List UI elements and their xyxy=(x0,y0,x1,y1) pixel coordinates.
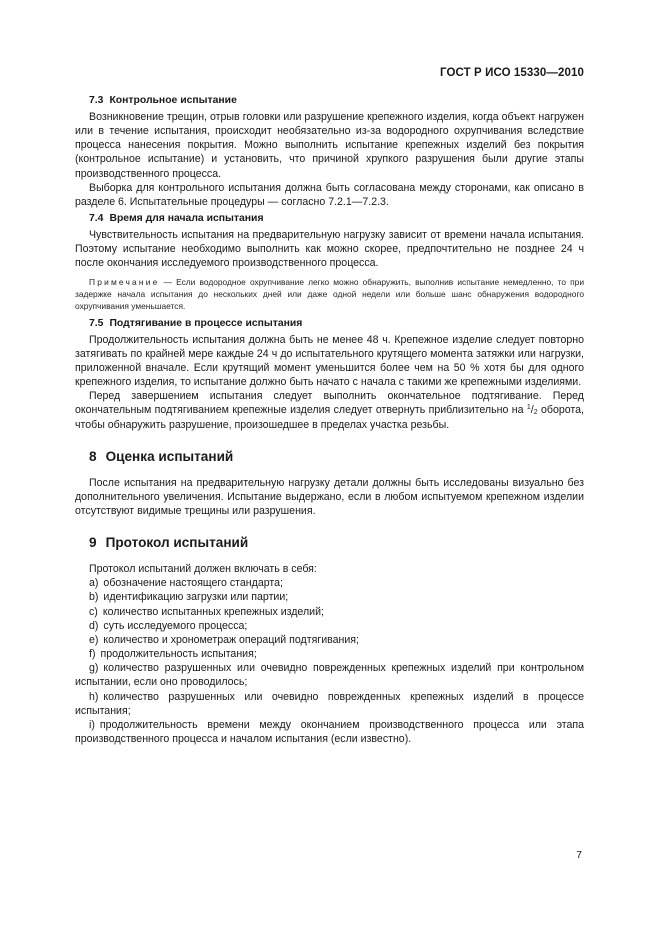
note xyxy=(75,276,584,312)
page-number: 7 xyxy=(576,850,582,861)
subsection-title: Подтягивание в процессе испытания xyxy=(109,317,303,329)
note-text: — Если водородное охрупчивание легко можно обнаружить, выполнив испытание немедленно, то при задержке начала испытания до нескольких дней или даже одной недели или больше шанс обнаружения водородного охрупчивания уменьшается. xyxy=(75,276,584,311)
list-item xyxy=(75,633,584,647)
list-item xyxy=(75,690,584,718)
report-items-list xyxy=(75,576,584,746)
document-body xyxy=(75,94,584,746)
section-title: Оценка испытаний xyxy=(105,448,234,464)
subsection-number: 7.3 xyxy=(89,95,104,106)
list-item xyxy=(75,576,584,590)
subsection-7-4-heading xyxy=(89,212,584,226)
subsection-number: 7.4 xyxy=(89,213,104,225)
list-item-text: количество и хронометраж операций подтягивания; xyxy=(103,633,359,646)
paragraph: Продолжительность испытания должна быть не менее 48 ч. Крепежное изделие следует повторно затягивать по крайней мере каждые 24 ч до испытательного крутящего момента затяжки или нагрузки, приложенной вначале. Если крутящий момент уменьшится более чем на 50 % хотя бы для одного крепежного изделия, то испытание должно быть начато с начала с такими же крепежными изделиями. xyxy=(75,333,584,389)
list-marker: d) xyxy=(89,619,99,632)
section-8-heading xyxy=(89,448,584,466)
paragraph: Чувствительность испытания на предварительную нагрузку зависит от времени начала испытания. Поэтому испытание необходимо выполнить как можно скорее, предпочтительно не позднее 24 ч после окончания исследуемого производственного процесса. xyxy=(75,229,584,270)
list-intro: Протокол испытаний должен включать в себя: xyxy=(89,563,317,576)
paragraph: После испытания на предварительную нагрузку детали должны быть исследованы визуально без дополнительного увеличения. Испытание выдержано, если в любом испытуемом крепежном изделии отсутствуют видимые трещины или разрушения. xyxy=(75,476,584,517)
paragraph: Перед завершением испытания следует выполнить окончательное подтягивание. Перед окончательным подтягиванием крепежные изделия следует отвернуть приблизительно на $^1/_2$ оборота, чтобы обнаружить разрушение, произошедшее в пределах участка резьбы. xyxy=(75,390,584,431)
subsection-title: Контрольное испытание xyxy=(109,95,237,106)
list-item xyxy=(75,661,584,689)
list-marker: f) xyxy=(89,648,96,661)
section-9-heading xyxy=(89,534,584,552)
list-marker: i) xyxy=(89,718,95,731)
document-header: ГОСТ Р ИСО 15330—2010 xyxy=(439,67,584,79)
list-marker: c) xyxy=(89,605,98,618)
subsection-7-3-heading xyxy=(89,94,584,108)
list-item xyxy=(75,605,584,619)
list-item-text: обозначение настоящего стандарта; xyxy=(103,577,283,590)
list-item-text: суть исследуемого процесса; xyxy=(103,619,248,632)
list-item-text: продолжительность испытания; xyxy=(100,648,257,661)
fraction-denominator: 2 xyxy=(533,409,538,417)
list-item-text: количество разрушенных или очевидно поврежденных крепежных изделий при контрольном испытании, если оно проводилось; xyxy=(75,662,584,689)
paragraph-text: Перед завершением испытания следует выполнить окончательное подтягивание. Перед окончательным подтягиванием крепежные изделия следует отвернуть приблизительно на xyxy=(75,390,584,417)
list-item-text: продолжительность времени между окончанием производственного процесса или этапа производственного процесса и началом испытания (если известно). xyxy=(75,718,584,745)
list-item-text: количество испытанных крепежных изделий; xyxy=(102,605,324,618)
list-item xyxy=(75,590,584,604)
section-title: Протокол испытаний xyxy=(105,535,249,551)
list-marker: a) xyxy=(89,577,99,590)
list-marker: b) xyxy=(89,591,99,604)
list-item xyxy=(75,647,584,661)
list-marker: h) xyxy=(89,690,99,703)
list-item-text: идентификацию загрузки или партии; xyxy=(103,591,289,604)
list-item-text: количество разрушенных или очевидно поврежденных крепежных изделий в процессе испытания; xyxy=(75,690,584,717)
fraction-numerator: 1 xyxy=(526,404,531,412)
paragraph: Выборка для контрольного испытания должна быть согласована между сторонами, как описано в разделе 6. Испытательные процедуры — согласно 7.2.1—7.2.3. xyxy=(75,181,584,208)
subsection-7-5-heading xyxy=(89,317,584,331)
section-number: 9 xyxy=(89,535,97,551)
note-label: Примечание xyxy=(89,276,160,287)
section-number: 8 xyxy=(89,448,97,464)
paragraph: Возникновение трещин, отрыв головки или разрушение крепежного изделия, когда объект нагружен или в течение испытания, происходит необязательно из-за водородного охрупчивания вследствие процесса нанесения покрытия. Можно выполнить испытание крепежных изделий без покрытия (контрольное испытание) и установить, что причиной хрупкого разрушения были другие этапы производственного процесса. xyxy=(75,111,584,180)
list-item xyxy=(75,619,584,633)
subsection-number: 7.5 xyxy=(89,317,104,329)
list-item xyxy=(75,718,584,746)
list-marker: g) xyxy=(89,662,99,675)
list-marker: e) xyxy=(89,633,99,646)
subsection-title: Время для начала испытания xyxy=(109,213,264,225)
paragraph-text: оборота, чтобы обнаружить разрушение, произошедшее в пределах участка резьбы. xyxy=(75,404,584,431)
